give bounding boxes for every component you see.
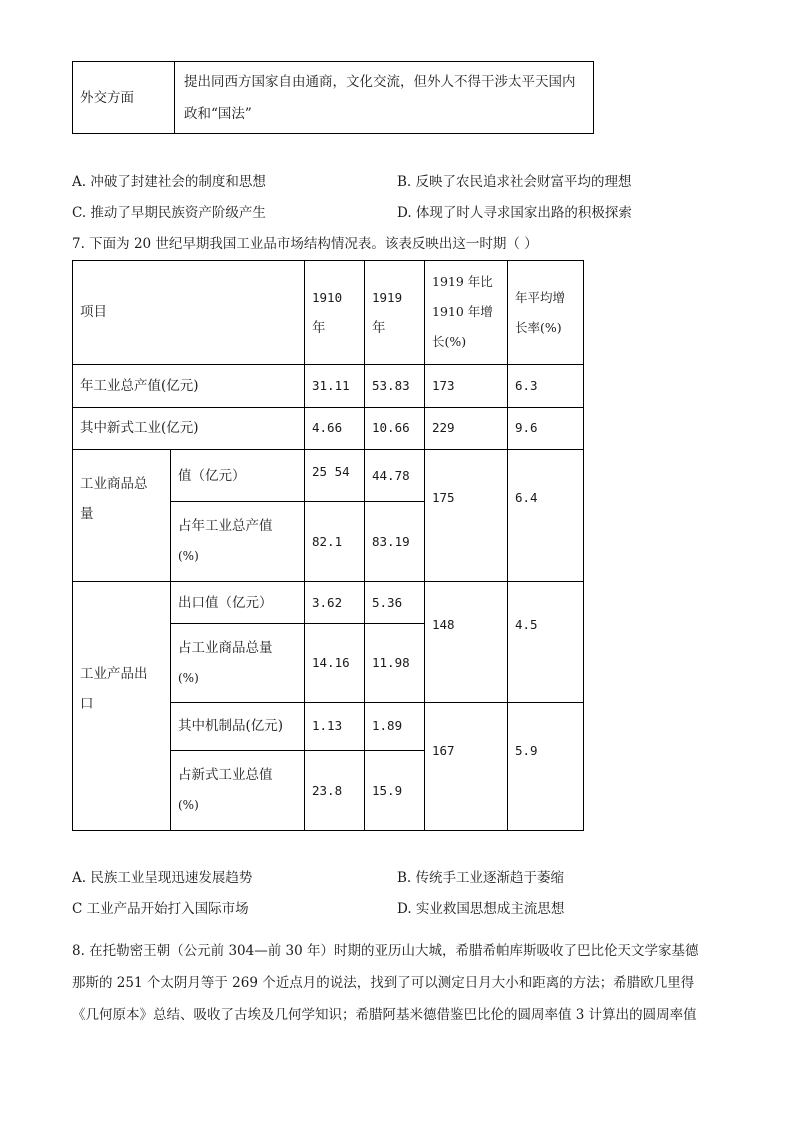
group-export-b: 口 — [80, 696, 94, 712]
q8-line1: 8. 在托勒密王朝（公元前 304—前 30 年）时期的亚历山大城，希腊希帕库斯吸收了巴比伦天文学家基德 — [72, 943, 699, 959]
row-export-value-label: 出口值（亿元） — [178, 595, 273, 611]
row-total-growth: 173 — [432, 378, 455, 393]
diplomacy-table-divider — [174, 61, 175, 134]
row-new-1910: 4.66 — [312, 420, 343, 435]
row-commodity-share-1919: 83.19 — [372, 534, 410, 549]
row-machine-1910: 1.13 — [312, 718, 343, 733]
header-1919-a: 1919 — [372, 290, 403, 305]
table-line-h6 — [170, 623, 424, 624]
q7-option-d[interactable]: D. 实业救国思想成主流思想 — [397, 901, 565, 917]
diplomacy-label: 外交方面 — [80, 90, 134, 106]
group-commodity-a: 工业商品总 — [80, 476, 148, 492]
q8-line2: 那斯的 251 个太阴月等于 269 个近点月的说法，找到了可以测定日月大小和距离的方法；希腊欧几里得 — [72, 975, 695, 991]
row-export-growth: 148 — [432, 617, 455, 632]
row-machine-share-label-b: (%) — [178, 798, 199, 812]
row-commodity-value-label: 值（亿元） — [178, 468, 246, 484]
header-avg-b: 长率(%) — [515, 320, 562, 335]
row-new-1919: 10.66 — [372, 420, 410, 435]
row-export-share-label-b: (%) — [178, 671, 199, 685]
row-export-share-label-a: 占工业商品总量 — [178, 640, 273, 656]
q6-option-d[interactable]: D. 体现了时人寻求国家出路的积极探索 — [397, 205, 632, 221]
group-export-a: 工业产品出 — [80, 666, 148, 682]
table-border-left — [72, 260, 73, 831]
row-machine-share-label-a: 占新式工业总值 — [178, 767, 273, 783]
row-commodity-value-1910: 25 54 — [312, 464, 350, 479]
table-line-v3 — [364, 260, 365, 831]
table-border-right — [583, 260, 584, 831]
row-new-avg: 9.6 — [515, 420, 538, 435]
q7-option-b[interactable]: B. 传统手工业逐渐趋于萎缩 — [397, 870, 565, 886]
header-1910-a: 1910 — [312, 290, 343, 305]
header-item: 项目 — [80, 304, 107, 320]
row-commodity-value-1919: 44.78 — [372, 468, 410, 483]
q8-line3: 《几何原本》总结、吸收了古埃及几何学知识；希腊阿基米德借鉴巴比伦的圆周率值 3 计算出的圆周率值 — [72, 1007, 697, 1023]
row-commodity-share-1910: 82.1 — [312, 534, 343, 549]
q7-option-c[interactable]: C 工业产品开始打入国际市场 — [72, 901, 249, 917]
row-machine-growth: 167 — [432, 743, 455, 758]
row-total-1910: 31.11 — [312, 378, 350, 393]
group-commodity-b: 量 — [80, 506, 94, 522]
row-machine-share-1919: 15.9 — [372, 783, 403, 798]
row-commodity-growth: 175 — [432, 490, 455, 505]
row-total-avg: 6.3 — [515, 378, 538, 393]
q6-option-c[interactable]: C. 推动了早期民族资产阶级产生 — [72, 205, 266, 221]
row-machine-avg: 5.9 — [515, 743, 538, 758]
header-avg-a: 年平均增 — [515, 290, 566, 305]
row-export-share-1910: 14.16 — [312, 655, 350, 670]
row-machine-label: 其中机制品(亿元) — [178, 718, 284, 734]
q6-option-b[interactable]: B. 反映了农民追求社会财富平均的理想 — [397, 174, 632, 190]
table-line-h8 — [170, 750, 424, 751]
row-export-avg: 4.5 — [515, 617, 538, 632]
header-1910-b: 年 — [312, 320, 326, 336]
table-line-v5 — [507, 260, 508, 831]
header-1919-b: 年 — [372, 320, 386, 336]
table-line-v4 — [424, 260, 425, 831]
table-line-h7 — [170, 702, 584, 703]
table-line-v2 — [304, 260, 305, 831]
row-commodity-avg: 6.4 — [515, 490, 538, 505]
q6-option-a[interactable]: A. 冲破了封建社会的制度和思想 — [72, 174, 266, 190]
row-commodity-share-label-b: (%) — [178, 549, 199, 563]
row-new-growth: 229 — [432, 420, 455, 435]
row-new-label: 其中新式工业(亿元) — [80, 420, 199, 436]
row-export-value-1919: 5.36 — [372, 595, 403, 610]
header-growth-a: 1919 年比 — [432, 274, 493, 289]
header-growth-c: 长(%) — [432, 334, 467, 349]
row-export-value-1910: 3.62 — [312, 595, 343, 610]
q7-stem: 7. 下面为 20 世纪早期我国工业品市场结构情况表。该表反映出这一时期（ ） — [72, 236, 538, 252]
table-line-h4 — [170, 501, 424, 502]
q7-option-a[interactable]: A. 民族工业呈现迅速发展趋势 — [72, 870, 253, 886]
table-line-v1 — [170, 449, 171, 831]
header-growth-b: 1910 年增 — [432, 304, 493, 319]
row-machine-share-1910: 23.8 — [312, 783, 343, 798]
diplomacy-content-line1: 提出同西方国家自由通商，文化交流，但外人不得干涉太平天国内 — [184, 74, 576, 90]
diplomacy-table — [72, 61, 594, 134]
row-commodity-share-label-a: 占年工业总产值 — [178, 518, 273, 534]
row-machine-1919: 1.89 — [372, 718, 403, 733]
diplomacy-content-line2: 政和“国法” — [184, 106, 252, 122]
row-export-share-1919: 11.98 — [372, 655, 410, 670]
row-total-1919: 53.83 — [372, 378, 410, 393]
row-total-label: 年工业总产值(亿元) — [80, 378, 199, 394]
